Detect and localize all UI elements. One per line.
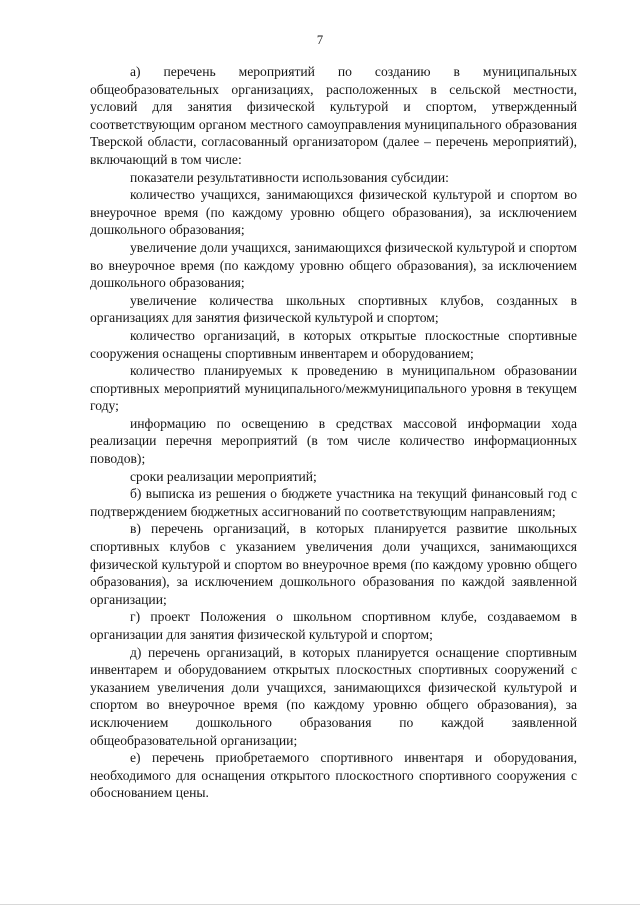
paragraph-item-d-equipment-organizations: д) перечень организаций, в которых планируется оснащение спортивным инвентарем и оборудованием открытых плоскостных спортивных сооружений с указанием увеличения доли учащихся, занимающихся физической культурой и спортом во внеурочное время (по каждому уровню общего образования), за исключением дошкольного образования по каждой заявленной общеобразовательной организации; [90, 644, 577, 748]
document-body [90, 63, 577, 802]
paragraph-media-coverage: информацию по освещению в средствах массовой информации хода реализации перечня мероприятий (в том числе количество информационных поводов); [90, 415, 577, 467]
paragraph-students-share-increase: увеличение доли учащихся, занимающихся физической культурой и спортом во внеурочное время (по каждому уровню общего образования), за исключением дошкольного образования; [90, 239, 577, 291]
paragraph-performance-indicators: показатели результативности использования субсидии: [130, 169, 449, 185]
paragraph-item-v-clubs-organizations: в) перечень организаций, в которых планируется развитие школьных спортивных клубов с указанием увеличения доли учащихся, занимающихся физической культурой и спортом во внеурочное время (по каждому уровню общего образования), за исключением дошкольного образования по каждой заявленной организации; [90, 521, 577, 607]
paragraph-equipped-facilities-count: количество организаций, в которых открытые плоскостные спортивные сооружения оснащены спортивным инвентарем и оборудованием; [90, 327, 577, 361]
paragraph-implementation-terms: сроки реализации мероприятий; [130, 468, 317, 484]
paragraph-item-g-club-regulation: г) проект Положения о школьном спортивном клубе, создаваемом в организации для занятия физической культурой и спортом; [90, 609, 577, 642]
paragraph-item-e-equipment-list: е) перечень приобретаемого спортивного инвентаря и оборудования, необходимого для оснащения открытого плоскостного спортивного сооружения с обоснованием цены. [90, 750, 577, 801]
page-number: 7 [316, 33, 324, 47]
paragraph-planned-events-count: количество планируемых к проведению в муниципальном образовании спортивных мероприятий муниципального/межмуниципального уровня в текущем году; [90, 363, 577, 414]
paragraph-sports-clubs-increase: увеличение количества школьных спортивных клубов, созданных в организациях для занятия физической культурой и спортом; [90, 292, 577, 326]
paragraph-item-b-budget-extract: б) выписка из решения о бюджете участника на текущий финансовый год с подтверждением бюджетных ассигнований по соответствующим направлениям; [90, 486, 577, 519]
paragraph-item-a-activities-list: а) перечень мероприятий по созданию в муниципальных общеобразовательных организациях, расположенных в сельской местности, условий для занятия физической культурой и спортом, утвержденный соответствующим органом местного самоуправления муниципального образования Тверской области, согласованный организатором (далее – перечень мероприятий), включающий в том числе: [90, 64, 577, 167]
paragraph-students-count: количество учащихся, занимающихся физической культурой и спортом во внеурочное время (по каждому уровню общего образования), за исключением дошкольного образования; [90, 187, 577, 238]
